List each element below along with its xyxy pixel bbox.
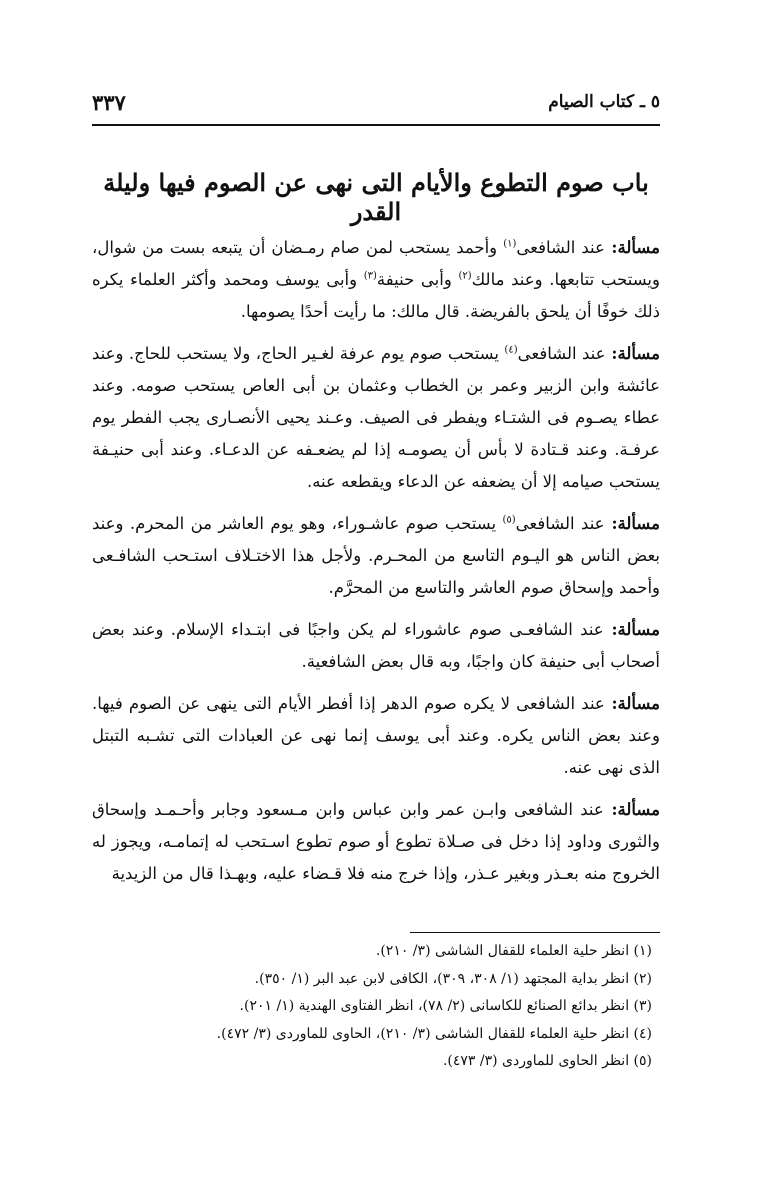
footnotes bbox=[92, 938, 660, 1076]
issue-label: مسألة: bbox=[611, 694, 661, 713]
paragraph-text: وأبى حنيفة bbox=[376, 270, 459, 289]
footnote-ref-3: (٣) bbox=[363, 270, 377, 282]
paragraph-text: عند الشافعى وابـن عمر وابن عباس وابن مـسعود وجابر وأحـمـد وإسحاق والثورى وداود إذا دخل فى صـلاة تطوع أو صوم تطوع اسـتحب له إتمامـه، ويجوز له الخروج منه بعـذر وبغير عـذر، وإذا خرج منه فلا قـضاء عليه، وبهـذا قال من الزيدية bbox=[92, 800, 660, 883]
footnote-4: (٤) انظر حلية العلماء للقفال الشاشى (٣/ ٢١٠)، الحاوى للماوردى (٣/ ٤٧٢). bbox=[216, 1025, 652, 1042]
issue-label: مسألة: bbox=[611, 620, 660, 639]
page-number: ٣٣٧ bbox=[92, 90, 126, 115]
footnote-ref-4: (٤) bbox=[504, 344, 518, 356]
paragraph-text: عند الشافعى لا يكره صوم الدهر إذا أفطر الأيام التى ينهى عن الصوم فيها. وعند بعض الناس يكره. وعند أبى يوسف إنما نهى عن العبادات التى تشـبه التبتل الذى نهى عنه. bbox=[92, 694, 660, 777]
running-header bbox=[92, 86, 660, 122]
footnote-3: (٣) انظر بدائع الصنائع للكاسانى (٢/ ٧٨)، انظر الفتاوى الهندية (١/ ٢٠١). bbox=[239, 998, 652, 1014]
chapter-title: ٥ ـ كتاب الصيام bbox=[548, 92, 660, 112]
issue-paragraph-2 bbox=[92, 338, 660, 498]
body-text bbox=[92, 232, 660, 900]
issue-paragraph-5 bbox=[92, 688, 660, 784]
paragraph-text: وأحمد يستحب لمن صام رمـضان أن يتبعه بست من شوال، ويستحب تتابعها. وعند مالك bbox=[92, 238, 660, 289]
footnote-ref-1: (١) bbox=[503, 238, 517, 250]
issue-label: مسألة: bbox=[611, 800, 660, 819]
issue-label: مسألة: bbox=[611, 238, 660, 257]
footnote-2: (٢) انظر بداية المجتهد (١/ ٣٠٨، ٣٠٩)، الكافى لابن عبد البر (١/ ٣٥٠). bbox=[254, 970, 652, 987]
footnote-ref-2: (٢) bbox=[458, 270, 472, 282]
paragraph-text: عند الشافعى bbox=[517, 344, 606, 363]
paragraph-text: عند الشافعى bbox=[516, 238, 605, 257]
paragraph-text: عند الشافعـى صوم عاشوراء لم يكن واجبًا فى ابتـداء الإسلام. وعند بعض أصحاب أبى حنيفة كان واجبًا، وبه قال بعض الشافعية. bbox=[92, 620, 660, 671]
issue-label: مسألة: bbox=[611, 514, 660, 533]
paragraph-text: يستحب صوم عاشـوراء، وهو يوم العاشر من المحرم. وعند بعض الناس هو اليـوم التاسع من المحـرم. ولأجل هذا الاختـلاف استـحب الشافـعى وأحمد وإسحاق صوم العاشر والتاسع من المحرَّم. bbox=[92, 514, 660, 597]
issue-label: مسألة: bbox=[611, 344, 660, 363]
footnote-1: (١) انظر حلية العلماء للقفال الشاشى (٣/ ٢١٠). bbox=[375, 943, 652, 959]
header-rule bbox=[92, 124, 660, 126]
issue-paragraph-1 bbox=[92, 232, 660, 328]
footnote-5: (٥) انظر الحاوى للماوردى (٣/ ٤٧٣). bbox=[442, 1053, 652, 1069]
paragraph-text: عند الشافعى bbox=[515, 514, 605, 533]
footnote-rule bbox=[410, 932, 660, 933]
issue-paragraph-3 bbox=[92, 508, 660, 604]
section-heading: باب صوم التطوع والأيام التى نهى عن الصوم فيها وليلة القدر bbox=[103, 168, 649, 226]
paragraph-text: وأبى يوسف ومحمد وأكثر العلماء يكره ذلك خوفًا أن يلحق بالفريضة. قال مالك: ما رأيت أحدًا يصومها. bbox=[92, 270, 660, 321]
issue-paragraph-6 bbox=[92, 794, 660, 890]
footnote-ref-5: (٥) bbox=[502, 514, 516, 526]
paragraph-text: يستحب صوم يوم عرفة لغـير الحاج، ولا يستحب للحاج. وعند عائشة وابن الزبير وعمر بن الخطاب وعثمان بن أبى العاص يستحب صومه. وعند عطاء يصـوم فى الشتـاء ويفطر فى الصيف. وعـند يحيى الأنصـارى يجب الفطر يوم عرفـة. وعند قـتادة لا بأس أن يصومـه إذا لم يضعـفه عن الدعـاء. وعند أبى حنيـفة يستحب صيامه إلا أن يضعفه عن الدعاء ويقطعه عنه. bbox=[92, 344, 660, 491]
issue-paragraph-4 bbox=[92, 614, 660, 678]
